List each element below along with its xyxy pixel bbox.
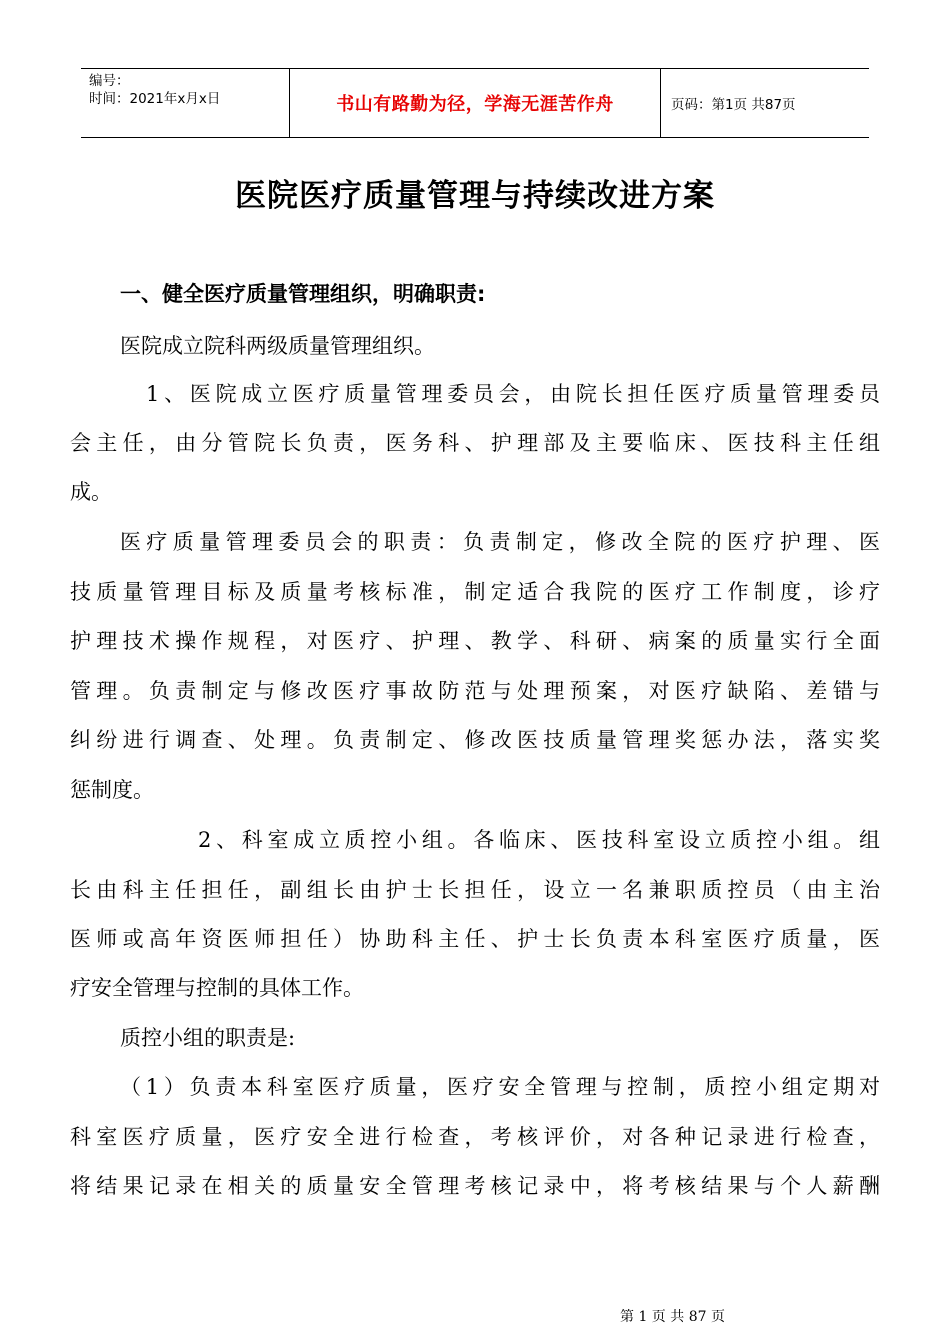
paragraph-line: 科室医疗质量，医疗安全进行检查，考核评价，对各种记录进行检查， xyxy=(70,1125,880,1149)
paragraph-line: 将结果记录在相关的质量安全管理考核记录中，将考核结果与个人薪酬 xyxy=(70,1174,880,1198)
paragraph-line: 惩制度。 xyxy=(70,778,154,802)
paragraph-line: 质控小组的职责是: xyxy=(120,1026,296,1050)
document-header xyxy=(81,68,869,138)
paragraph-line: 医疗质量管理委员会的职责：负责制定，修改全院的医疗护理、医 xyxy=(120,530,880,554)
paragraph-line: 2、科室成立质控小组。各临床、医技科室设立质控小组。组 xyxy=(198,828,880,852)
paragraph-line: 长由科主任担任，副组长由护士长担任，设立一名兼职质控员（由主治 xyxy=(70,878,880,902)
document-title: 医院医疗质量管理与持续改进方案 xyxy=(235,178,715,214)
paragraph-line: 医师或高年资医师担任）协助科主任、护士长负责本科室医疗质量，医 xyxy=(70,927,880,951)
paragraph-line: 1、医院成立医疗质量管理委员会，由院长担任医疗质量管理委员 xyxy=(146,382,880,406)
paragraph-line: 纠纷进行调查、处理。负责制定、修改医技质量管理奖惩办法，落实奖 xyxy=(70,728,880,752)
paragraph-line: 医院成立院科两级质量管理组织。 xyxy=(120,334,435,358)
number-label: 编号： xyxy=(89,73,130,89)
page-footer: 第 1 页 共 87 页 xyxy=(620,1309,725,1325)
paragraph-line: 会主任，由分管院长负责，医务科、护理部及主要临床、医技科主任组 xyxy=(70,431,880,455)
header-page-label: 页码：第1页 共87页 xyxy=(671,97,796,113)
paragraph-line: 疗安全管理与控制的具体工作。 xyxy=(70,976,364,1000)
paragraph-line: （1）负责本科室医疗质量，医疗安全管理与控制，质控小组定期对 xyxy=(120,1075,880,1099)
paragraph-line: 成。 xyxy=(70,480,112,504)
header-motto: 书山有路勤为径，学海无涯苦作舟 xyxy=(289,69,661,137)
time-label: 时间：2021年x月x日 xyxy=(89,91,221,107)
header-meta xyxy=(81,69,289,137)
paragraph-line: 技质量管理目标及质量考核标准，制定适合我院的医疗工作制度，诊疗 xyxy=(70,580,880,604)
section-heading: 一、健全医疗质量管理组织，明确职责: xyxy=(120,282,486,306)
paragraph-line: 管理。负责制定与修改医疗事故防范与处理预案，对医疗缺陷、差错与 xyxy=(70,679,880,703)
paragraph-line: 护理技术操作规程，对医疗、护理、教学、科研、病案的质量实行全面 xyxy=(70,629,880,653)
